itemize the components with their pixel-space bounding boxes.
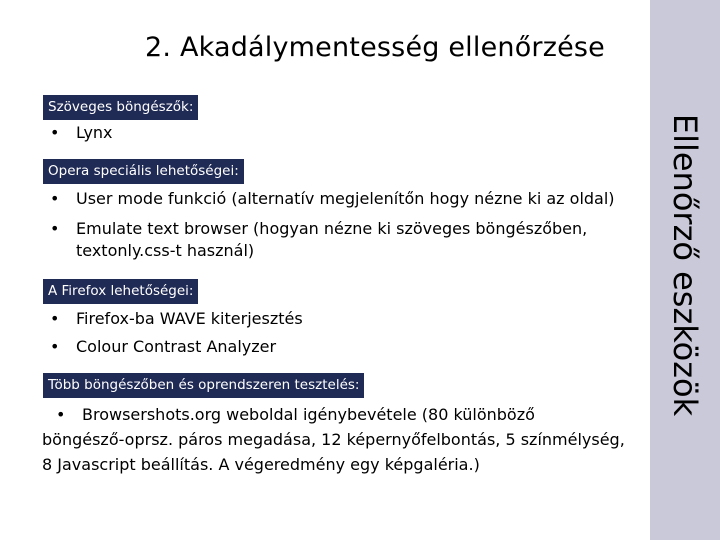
list-item-text: Lynx bbox=[76, 123, 113, 142]
paragraph-line bbox=[50, 402, 650, 427]
list-item-text: Colour Contrast Analyzer bbox=[76, 337, 277, 356]
paragraph-browsershots bbox=[42, 402, 650, 477]
paragraph-line: böngésző-oprsz. páros megadása, 12 képernyőfelbontás, 5 színmélység, bbox=[42, 430, 625, 449]
section-label-opera: Opera speciális lehetőségei: bbox=[43, 159, 244, 184]
bullet-marker: • bbox=[50, 189, 60, 208]
bullet-marker: • bbox=[50, 337, 60, 356]
list-item bbox=[50, 218, 587, 262]
list-item bbox=[50, 188, 615, 210]
paragraph-line-text: Browsershots.org weboldal igénybevétele (80 különböző bbox=[82, 405, 535, 424]
bullet-marker: • bbox=[50, 219, 60, 238]
side-title: Ellenőrző eszközök bbox=[666, 113, 704, 417]
list-item-text: Firefox-ba WAVE kiterjesztés bbox=[76, 309, 303, 328]
section-label-firefox: A Firefox lehetőségei: bbox=[43, 279, 198, 304]
bullet-marker: • bbox=[50, 123, 60, 142]
list-item-text: User mode funkció (alternatív megjelenítőn hogy nézne ki az oldal) bbox=[76, 189, 615, 208]
list-item bbox=[50, 336, 276, 358]
list-item bbox=[50, 308, 303, 330]
slide-title: 2. Akadálymentesség ellenőrzése bbox=[145, 32, 605, 63]
list-item-continuation: textonly.css-t használ) bbox=[76, 241, 255, 260]
bullet-marker: • bbox=[50, 309, 60, 328]
section-label-multi-browser: Több böngészőben és oprendszeren tesztelés: bbox=[43, 373, 364, 398]
paragraph-line: 8 Javascript beállítás. A végeredmény egy képgaléria.) bbox=[42, 455, 480, 474]
list-item bbox=[50, 122, 113, 144]
bullet-marker: • bbox=[56, 405, 66, 424]
list-item-text: Emulate text browser (hogyan nézne ki szöveges böngészőben, bbox=[76, 219, 588, 238]
section-label-text-browsers: Szöveges böngészők: bbox=[43, 95, 198, 120]
